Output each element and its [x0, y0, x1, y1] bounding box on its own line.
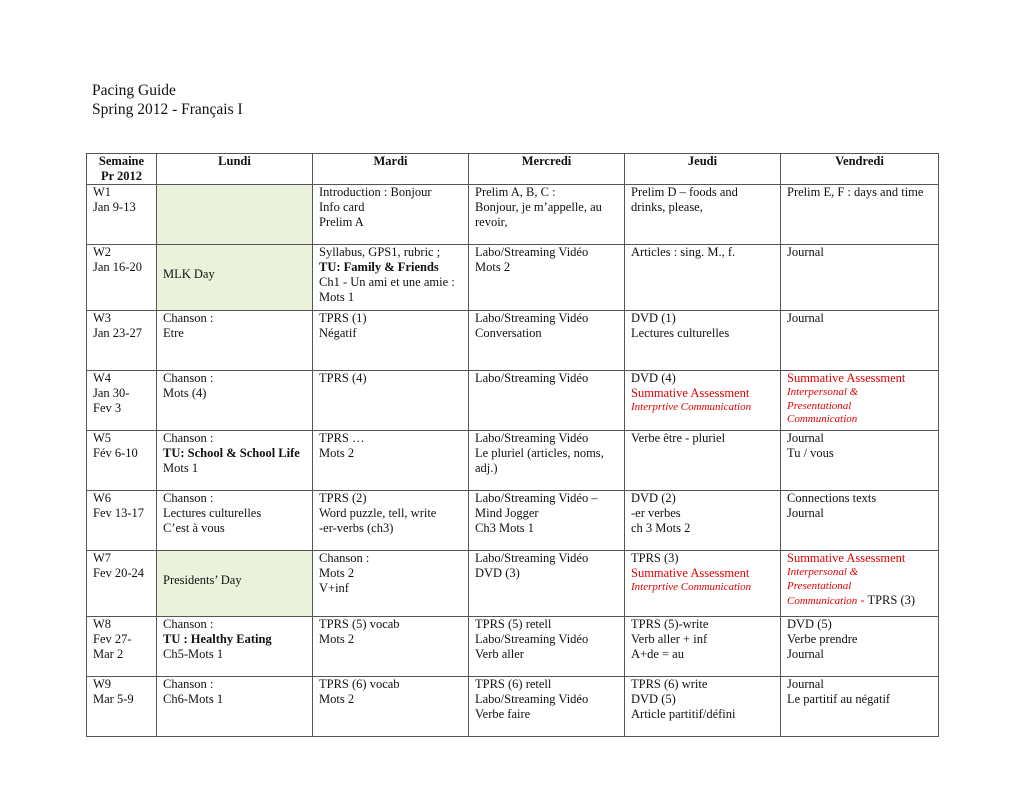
cell-line: DVD (3)	[475, 566, 520, 580]
cell-line: Labo/Streaming Vidéo	[475, 692, 589, 706]
cell-line: TPRS (6) vocab	[319, 677, 400, 691]
cell-line: Communication	[787, 413, 858, 425]
cell-line	[787, 593, 932, 609]
week-label: W2	[93, 245, 112, 259]
cell-line: Verb aller	[475, 647, 524, 661]
header-vendredi: Vendredi	[781, 154, 939, 185]
cell-line: Syllabus, GPS1, rubric ;	[319, 245, 441, 259]
week-label: Fev 3	[93, 401, 122, 415]
week-label: Mar 2	[93, 647, 124, 661]
week-label: W6	[93, 491, 112, 505]
cell-line: Mots 1	[163, 461, 199, 475]
cell-vendredi	[781, 371, 939, 431]
cell-jeudi	[625, 371, 781, 431]
document-header	[92, 81, 243, 119]
cell-line: revoir,	[475, 215, 508, 229]
cell-line: Presentational	[787, 399, 852, 412]
week-cell	[87, 677, 157, 737]
cell-jeudi	[625, 311, 781, 371]
cell-line: Summative Assessment	[787, 371, 906, 385]
week-cell	[87, 245, 157, 311]
cell-mardi	[313, 245, 469, 311]
cell-line-segment: TPRS (3)	[867, 593, 916, 607]
week-cell	[87, 617, 157, 677]
cell-mercredi	[469, 311, 625, 371]
cell-line: TPRS (5)-write	[631, 617, 709, 631]
cell-jeudi	[625, 677, 781, 737]
cell-mercredi	[469, 431, 625, 491]
cell-line: MLK Day	[163, 267, 215, 281]
cell-line: Labo/Streaming Vidéo	[475, 551, 589, 565]
cell-line: Articles : sing. M., f.	[631, 245, 736, 259]
cell-mardi	[313, 677, 469, 737]
cell-line: Labo/Streaming Vidéo	[475, 431, 589, 445]
cell-line: TPRS …	[319, 431, 365, 445]
cell-line: Labo/Streaming Vidéo	[475, 371, 589, 385]
table-row	[87, 245, 939, 311]
table-row	[87, 491, 939, 551]
cell-line: Le partitif au négatif	[787, 692, 891, 706]
cell-line: Bonjour, je m’appelle, au	[475, 200, 602, 214]
week-cell	[87, 185, 157, 245]
cell-line: Verbe être - pluriel	[631, 431, 726, 445]
week-label: Jan 9-13	[93, 200, 136, 214]
week-label: W3	[93, 311, 112, 325]
cell-line: Prelim A, B, C :	[475, 185, 556, 199]
cell-line: Labo/Streaming Vidéo	[475, 311, 589, 325]
cell-line: -er verbes	[631, 506, 681, 520]
header-row	[87, 154, 939, 185]
cell-line: Journal	[787, 506, 824, 520]
cell-mercredi	[469, 371, 625, 431]
cell-line: TPRS (2)	[319, 491, 367, 505]
cell-line: Conversation	[475, 326, 542, 340]
cell-lundi	[157, 311, 313, 371]
cell-vendredi	[781, 311, 939, 371]
cell-line: Négatif	[319, 326, 357, 340]
cell-mercredi	[469, 677, 625, 737]
cell-line: A+de = au	[631, 647, 684, 661]
table-row	[87, 311, 939, 371]
table-row	[87, 551, 939, 617]
cell-line: Summative Assessment	[787, 551, 906, 565]
cell-line: Chanson :	[163, 617, 214, 631]
header-mardi: Mardi	[313, 154, 469, 185]
cell-line: Summative Assessment	[631, 566, 750, 580]
cell-jeudi	[625, 185, 781, 245]
cell-mercredi	[469, 617, 625, 677]
cell-line: Mots (4)	[163, 386, 207, 400]
cell-lundi	[157, 371, 313, 431]
cell-line: Journal	[787, 245, 824, 259]
cell-line: Tu / vous	[787, 446, 834, 460]
cell-line: Prelim E, F : days and time	[787, 185, 924, 199]
cell-mercredi	[469, 551, 625, 617]
cell-line: Summative Assessment	[631, 386, 750, 400]
cell-line: TPRS (5) retell	[475, 617, 552, 631]
cell-line: ch 3 Mots 2	[631, 521, 691, 535]
cell-line: DVD (4)	[631, 371, 676, 385]
cell-lundi	[157, 677, 313, 737]
cell-line: Prelim A	[319, 215, 364, 229]
header-semaine: Semaine Pr 2012	[87, 154, 157, 185]
table-row	[87, 431, 939, 491]
cell-line: Mots 2	[319, 446, 355, 460]
cell-line-segment: -	[857, 593, 868, 607]
cell-mardi	[313, 311, 469, 371]
cell-line: Journal	[787, 647, 824, 661]
header-lundi: Lundi	[157, 154, 313, 185]
week-cell	[87, 371, 157, 431]
cell-lundi	[157, 185, 313, 245]
cell-vendredi	[781, 245, 939, 311]
week-label: W7	[93, 551, 112, 565]
cell-line: Chanson :	[163, 311, 214, 325]
week-label: Jan 30-	[93, 386, 130, 400]
cell-mardi	[313, 185, 469, 245]
cell-vendredi	[781, 617, 939, 677]
cell-line: Ch1 - Un ami et une amie :	[319, 275, 455, 289]
cell-line: Labo/Streaming Vidéo	[475, 245, 589, 259]
table-row	[87, 617, 939, 677]
cell-line: Info card	[319, 200, 365, 214]
document-subtitle: Spring 2012 - Français I	[92, 101, 243, 118]
cell-line: Mots 2	[319, 566, 355, 580]
cell-line: Ch3 Mots 1	[475, 521, 535, 535]
cell-line: Mots 2	[319, 632, 355, 646]
cell-mardi	[313, 491, 469, 551]
week-label: Jan 16-20	[93, 260, 142, 274]
cell-mercredi	[469, 245, 625, 311]
cell-lundi	[157, 551, 313, 617]
cell-line: Prelim D – foods and	[631, 185, 738, 199]
week-cell	[87, 431, 157, 491]
cell-jeudi	[625, 431, 781, 491]
cell-line: Chanson :	[163, 491, 214, 505]
cell-line: Chanson :	[319, 551, 370, 565]
cell-line: TU : Healthy Eating	[163, 632, 272, 646]
cell-line: Labo/Streaming Vidéo –	[475, 491, 598, 505]
cell-lundi	[157, 431, 313, 491]
cell-line: Labo/Streaming Vidéo	[475, 632, 589, 646]
cell-lundi	[157, 245, 313, 311]
cell-line: Mots 2	[319, 692, 355, 706]
cell-line: Mots 2	[475, 260, 511, 274]
cell-line: C’est à vous	[163, 521, 225, 535]
header-mercredi: Mercredi	[469, 154, 625, 185]
cell-line: Interpersonal &	[787, 386, 859, 398]
cell-line: Etre	[163, 326, 184, 340]
week-label: W8	[93, 617, 112, 631]
cell-line: TPRS (4)	[319, 371, 367, 385]
week-label: Fev 13-17	[93, 506, 145, 520]
cell-line: V+inf	[319, 581, 349, 595]
week-label: Fév 6-10	[93, 446, 138, 460]
cell-line: TPRS (5) vocab	[319, 617, 400, 631]
cell-mercredi	[469, 185, 625, 245]
cell-line: adj.)	[475, 461, 498, 475]
cell-line: Chanson :	[163, 677, 214, 691]
cell-line: Chanson :	[163, 431, 214, 445]
cell-lundi	[157, 491, 313, 551]
cell-line: Journal	[787, 677, 824, 691]
cell-line: Connections texts	[787, 491, 877, 505]
week-label: W9	[93, 677, 112, 691]
cell-line: DVD (5)	[631, 692, 676, 706]
week-cell	[87, 491, 157, 551]
cell-line: drinks, please,	[631, 200, 703, 214]
week-label: Fev 27-	[93, 632, 132, 646]
cell-vendredi	[781, 185, 939, 245]
cell-line: Introduction : Bonjour	[319, 185, 432, 199]
cell-line: Chanson :	[163, 371, 214, 385]
cell-jeudi	[625, 551, 781, 617]
week-label: W4	[93, 371, 112, 385]
cell-jeudi	[625, 491, 781, 551]
cell-line: TPRS (6) retell	[475, 677, 552, 691]
week-cell	[87, 311, 157, 371]
cell-line: TU: Family & Friends	[319, 260, 439, 274]
table-row	[87, 371, 939, 431]
table-row	[87, 185, 939, 245]
cell-line: Lectures culturelles	[631, 326, 730, 340]
cell-lundi	[157, 617, 313, 677]
document-title: Pacing Guide	[92, 82, 176, 99]
cell-jeudi	[625, 245, 781, 311]
table-row	[87, 677, 939, 737]
cell-line: Journal	[787, 431, 824, 445]
week-label: W5	[93, 431, 112, 445]
cell-line: -er-verbs (ch3)	[319, 521, 394, 535]
cell-vendredi	[781, 677, 939, 737]
cell-line: TPRS (6) write	[631, 677, 708, 691]
week-label: Fev 20-24	[93, 566, 145, 580]
cell-jeudi	[625, 617, 781, 677]
cell-line: Interpersonal &	[787, 566, 859, 578]
cell-line: DVD (1)	[631, 311, 676, 325]
cell-vendredi	[781, 491, 939, 551]
cell-line: Presidents’ Day	[163, 573, 242, 587]
cell-mercredi	[469, 491, 625, 551]
cell-line: Interprtive Communication	[631, 401, 752, 413]
cell-vendredi	[781, 551, 939, 617]
cell-line: Word puzzle, tell, write	[319, 506, 437, 520]
cell-line: DVD (5)	[787, 617, 832, 631]
cell-line: TPRS (1)	[319, 311, 367, 325]
cell-mardi	[313, 617, 469, 677]
cell-mardi	[313, 371, 469, 431]
pacing-table	[86, 153, 939, 737]
cell-vendredi	[781, 431, 939, 491]
cell-line: DVD (2)	[631, 491, 676, 505]
cell-line: TU: School & School Life	[163, 446, 300, 460]
week-label: Jan 23-27	[93, 326, 142, 340]
cell-line: TPRS (3)	[631, 551, 679, 565]
cell-line: Verbe prendre	[787, 632, 858, 646]
cell-line: Verbe faire	[475, 707, 531, 721]
cell-line: Presentational	[787, 579, 852, 592]
cell-line: Ch6-Mots 1	[163, 692, 224, 706]
cell-line: Journal	[787, 311, 824, 325]
week-cell	[87, 551, 157, 617]
cell-line: Mind Jogger	[475, 506, 539, 520]
header-jeudi: Jeudi	[625, 154, 781, 185]
cell-mardi	[313, 551, 469, 617]
cell-line-segment: Communication	[787, 595, 858, 607]
cell-line: Ch5-Mots 1	[163, 647, 224, 661]
week-label: W1	[93, 185, 112, 199]
cell-line: Le pluriel (articles, noms,	[475, 446, 604, 460]
cell-line: Interprtive Communication	[631, 581, 752, 593]
cell-line: Mots 1	[319, 290, 355, 304]
week-label: Mar 5-9	[93, 692, 134, 706]
cell-mardi	[313, 431, 469, 491]
cell-line: Verb aller + inf	[631, 632, 708, 646]
cell-line: Lectures culturelles	[163, 506, 262, 520]
cell-line: Article partitif/défini	[631, 707, 736, 721]
table-body	[87, 185, 939, 737]
